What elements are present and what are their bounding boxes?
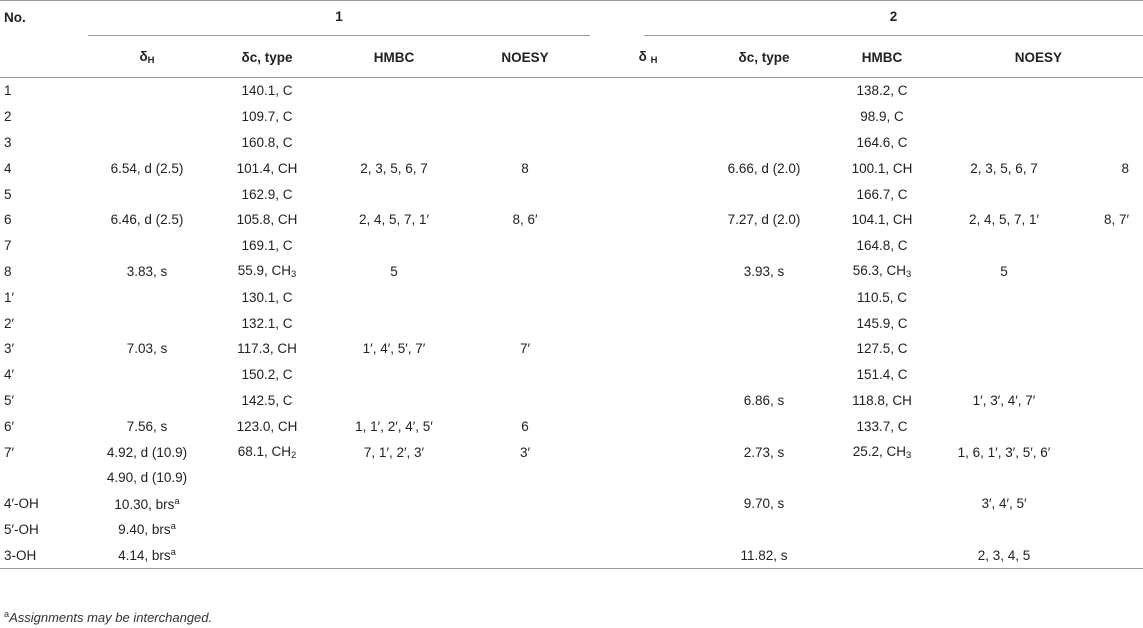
cell-hmbc-2 (942, 336, 1066, 362)
col-dh-2: δ $_H$ (638, 48, 658, 66)
cell-dc-2: 127.5, C (856, 341, 908, 357)
cell-dh-2 (706, 413, 822, 439)
cell-hmbc-2: 1, 6, 1′, 3′, 5′, 6′ (957, 444, 1051, 460)
table-row (0, 130, 1143, 156)
cell-noesy-1 (460, 388, 590, 414)
cell-noesy-2 (1066, 130, 1143, 156)
cell-noesy-2: 8 (1121, 160, 1129, 176)
cell-noesy-1 (460, 104, 590, 130)
cell-hmbc-2: 2, 4, 5, 7, 1′ (968, 212, 1040, 228)
cell-hmbc-2 (942, 181, 1066, 207)
cell-no: 2′ (4, 315, 15, 331)
cell-dh-1 (88, 78, 206, 104)
cell-no: 4′ (4, 367, 15, 383)
table-row (0, 104, 1143, 130)
cell-no: 7 (4, 238, 12, 254)
cell-hmbc-2 (942, 78, 1066, 104)
cell-dc-2: 145.9, C (856, 315, 908, 331)
cell-dc-1: 68.1, $CH_2$ (237, 443, 297, 461)
cell-dc-2: 118.8, CH (852, 392, 912, 408)
cell-noesy-1 (460, 233, 590, 259)
table-row (0, 413, 1143, 439)
cell-dh-1: 7.56, s (126, 418, 168, 434)
cell-dh-1: 7.03, s (126, 341, 168, 357)
cell-no: 5′-OH (4, 521, 39, 537)
cell-noesy-1 (460, 78, 590, 104)
cell-dh-2: 9.70, s (743, 496, 785, 512)
cell-noesy-1: 3′ (519, 444, 531, 460)
cell-no: 7′ (4, 444, 15, 460)
footnote: $^a$Assignments may be interchanged. (4, 609, 213, 625)
cell-hmbc-2: 2, 3, 4, 5 (977, 547, 1031, 563)
cell-dc-2 (822, 465, 942, 491)
cell-hmbc-1 (328, 388, 460, 414)
table-row (0, 336, 1143, 362)
cell-dh-1 (88, 104, 206, 130)
cell-dc-1: 160.8, C (241, 134, 293, 150)
cell-noesy-1: 8 (521, 160, 529, 176)
cell-noesy-1 (460, 284, 590, 310)
cell-dc-1: 117.3, CH (237, 341, 297, 357)
table-row (0, 233, 1143, 259)
table-row (0, 517, 1143, 543)
col-dh-1: $\delta_H$ (139, 48, 155, 66)
table-row (0, 310, 1143, 336)
cell-dh-2: 11.82, s (740, 547, 788, 563)
table-row (0, 284, 1143, 310)
cell-dc-2: 164.8, C (856, 238, 908, 254)
cell-noesy-2 (1066, 413, 1143, 439)
cell-hmbc-1 (328, 233, 460, 259)
cell-dc-2: 164.6, C (856, 134, 908, 150)
header-no: No. (4, 10, 26, 25)
cell-noesy-2 (1066, 78, 1143, 104)
cell-hmbc-1: 7, 1′, 2′, 3′ (363, 444, 425, 460)
cell-hmbc-2 (942, 284, 1066, 310)
cell-hmbc-1 (328, 181, 460, 207)
cell-no: 5′ (4, 392, 15, 408)
cell-noesy-1 (460, 362, 590, 388)
cell-dc-2: 98.9, C (860, 109, 904, 125)
cell-dc-1: 162.9, C (241, 186, 293, 202)
cell-dh-1 (88, 388, 206, 414)
cell-dc-1: 169.1, C (241, 238, 293, 254)
cell-dc-1: 101.4, CH (236, 160, 298, 176)
cell-dc-1: 132.1, C (241, 315, 293, 331)
col-noesy-2: NOESY (1014, 49, 1062, 65)
cell-dh-2: 2.73, s (743, 444, 785, 460)
cell-hmbc-1 (328, 78, 460, 104)
cell-hmbc-2 (942, 465, 1066, 491)
cell-hmbc-2 (942, 517, 1066, 543)
cell-noesy-1 (460, 491, 590, 517)
cell-dh-2: 7.27, d (2.0) (727, 212, 801, 228)
table-row (0, 439, 1143, 465)
cell-dh-1 (88, 362, 206, 388)
table-row (0, 542, 1143, 568)
col-hmbc-2: HMBC (861, 49, 903, 65)
table-row (0, 491, 1143, 517)
cell-no: 2 (4, 109, 12, 125)
cell-dc-2 (822, 491, 942, 517)
table-row (0, 362, 1143, 388)
cell-hmbc-1 (328, 362, 460, 388)
cell-noesy-2 (1066, 465, 1143, 491)
cell-dh-2: 6.66, d (2.0) (727, 160, 801, 176)
cell-dc-2: 56.3, $CH_3$ (852, 262, 912, 280)
cell-dh-2: 3.93, s (743, 263, 785, 279)
cell-noesy-2 (1066, 310, 1143, 336)
cell-no: 6′ (4, 418, 15, 434)
cell-dh-1 (88, 181, 206, 207)
cell-dc-2 (822, 542, 942, 568)
cell-hmbc-1 (328, 284, 460, 310)
cell-noesy-2 (1066, 542, 1143, 568)
cell-hmbc-1: 1′, 4′, 5′, 7′ (362, 341, 426, 357)
cell-no (0, 465, 88, 491)
table-row (0, 155, 1143, 181)
cell-dh-1 (88, 233, 206, 259)
cell-hmbc-2 (942, 310, 1066, 336)
cell-dc-1: 130.1, C (241, 289, 293, 305)
cell-no: 1 (4, 83, 12, 99)
cell-hmbc-2 (942, 233, 1066, 259)
cell-noesy-1: 8, 6′ (512, 212, 538, 228)
cell-dh-2 (706, 517, 822, 543)
compound-2-header: 2 (706, 1, 1143, 37)
cell-hmbc-1 (328, 130, 460, 156)
cell-noesy-2 (1066, 362, 1143, 388)
cell-hmbc-2 (942, 104, 1066, 130)
cell-dc-1: 123.0, CH (236, 418, 298, 434)
cell-dc-1: 140.1, C (241, 83, 293, 99)
cell-dc-1 (206, 542, 328, 568)
cell-dh-1: 6.54, d (2.5) (110, 160, 184, 176)
cell-hmbc-1: 2, 4, 5, 7, 1′ (358, 212, 430, 228)
cell-dc-2: 25.2, $CH_3$ (852, 443, 912, 461)
cell-hmbc-2 (942, 362, 1066, 388)
cell-noesy-1 (460, 542, 590, 568)
cell-dh-2: 6.86, s (743, 392, 785, 408)
cell-no: 1′ (4, 289, 15, 305)
cell-hmbc-1 (328, 517, 460, 543)
cell-dc-1: 105.8, CH (236, 212, 298, 228)
cell-dh-1: 4.14, brs$^a$ (118, 547, 176, 564)
cell-hmbc-1 (328, 491, 460, 517)
cell-hmbc-1: 1, 1′, 2′, 4′, 5′ (355, 418, 433, 434)
cell-no: 3-OH (4, 547, 37, 563)
cell-dh-2 (706, 362, 822, 388)
compound-1-header: 1 (88, 1, 590, 37)
cell-dh-1: 4.92, d (10.9) (106, 444, 188, 460)
cell-hmbc-1: 5 (390, 263, 398, 279)
table-row (0, 78, 1143, 104)
col-hmbc-1: HMBC (373, 49, 415, 65)
cell-dh-2 (706, 310, 822, 336)
cell-noesy-1 (460, 130, 590, 156)
cell-noesy-2: 8, 7′ (1103, 212, 1129, 228)
cell-dh-1: 9.40, brs$^a$ (118, 521, 176, 538)
cell-noesy-1 (460, 310, 590, 336)
cell-dc-2: 100.1, CH (851, 160, 913, 176)
cell-dh-1 (88, 284, 206, 310)
cell-no: 3′ (4, 341, 15, 357)
col-noesy-1: NOESY (501, 49, 549, 65)
cell-no: 3 (4, 134, 12, 150)
cell-dc-2: 138.2, C (856, 83, 908, 99)
cell-hmbc-1 (328, 310, 460, 336)
cell-dh-1: 3.83, s (126, 263, 168, 279)
cell-dc-2: 104.1, CH (851, 212, 913, 228)
cell-dh-2 (706, 130, 822, 156)
cell-hmbc-2: 2, 3, 5, 6, 7 (970, 160, 1038, 176)
cell-noesy-2 (1066, 104, 1143, 130)
cell-dc-2: 133.7, C (856, 418, 908, 434)
cell-dc-1: 109.7, C (241, 109, 293, 125)
cell-hmbc-1 (328, 104, 460, 130)
cell-hmbc-2 (942, 413, 1066, 439)
cell-noesy-1 (460, 517, 590, 543)
column-header-row (0, 37, 1143, 78)
cell-noesy-2 (1066, 491, 1143, 517)
table-row (0, 259, 1143, 285)
cell-dc-2 (822, 517, 942, 543)
cell-dc-1 (206, 465, 328, 491)
table-row (0, 465, 1143, 491)
cell-hmbc-2: 5 (1000, 263, 1008, 279)
cell-dh-2 (706, 78, 822, 104)
cell-dh-2 (706, 465, 822, 491)
col-dc-2: δc, type (738, 49, 790, 65)
cell-dh-1 (88, 310, 206, 336)
cell-hmbc-2: 3′, 4′, 5′ (981, 496, 1027, 512)
cell-noesy-2 (1066, 336, 1143, 362)
cell-dc-2: 110.5, C (856, 289, 908, 305)
cell-no: 4 (4, 160, 12, 176)
cell-no: 6 (4, 212, 12, 228)
cell-dh-1: 10.30, brs$^a$ (114, 495, 180, 512)
cell-noesy-1 (460, 465, 590, 491)
table-body (0, 78, 1143, 569)
cell-dc-2: 166.7, C (856, 186, 908, 202)
cell-dc-1 (206, 517, 328, 543)
cell-hmbc-1: 2, 3, 5, 6, 7 (360, 160, 428, 176)
cell-hmbc-1 (328, 465, 460, 491)
cell-dc-1: 142.5, C (241, 392, 293, 408)
cell-no: 5 (4, 186, 12, 202)
cell-no: 8 (4, 263, 12, 279)
cell-noesy-2 (1066, 259, 1143, 285)
cell-hmbc-2: 1′, 3′, 4′, 7′ (972, 392, 1036, 408)
cell-dc-1: 55.9, $CH_3$ (237, 262, 297, 280)
cell-noesy-1 (460, 259, 590, 285)
cell-noesy-2 (1066, 388, 1143, 414)
cell-dc-1: 150.2, C (241, 367, 293, 383)
cell-noesy-2 (1066, 233, 1143, 259)
cell-dc-1 (206, 491, 328, 517)
cell-hmbc-2 (942, 130, 1066, 156)
cell-dh-1: 6.46, d (2.5) (110, 212, 184, 228)
col-dc-1: δc, type (241, 49, 293, 65)
cell-noesy-1: 7′ (519, 341, 531, 357)
cell-dh-2 (706, 284, 822, 310)
table-row (0, 207, 1143, 233)
cell-dh-1 (88, 130, 206, 156)
cell-hmbc-1 (328, 542, 460, 568)
cell-dc-2: 151.4, C (856, 367, 908, 383)
cell-no: 4′-OH (4, 496, 39, 512)
cell-noesy-2 (1066, 439, 1143, 465)
cell-noesy-2 (1066, 517, 1143, 543)
table-row (0, 388, 1143, 414)
cell-noesy-2 (1066, 284, 1143, 310)
table-row (0, 181, 1143, 207)
cell-noesy-1 (460, 181, 590, 207)
cell-dh-1: 4.90, d (10.9) (106, 470, 188, 486)
cell-dh-2 (706, 336, 822, 362)
cell-noesy-1: 6 (521, 418, 529, 434)
cell-noesy-2 (1066, 181, 1143, 207)
cell-dh-2 (706, 233, 822, 259)
cell-dh-2 (706, 104, 822, 130)
cell-dh-2 (706, 181, 822, 207)
